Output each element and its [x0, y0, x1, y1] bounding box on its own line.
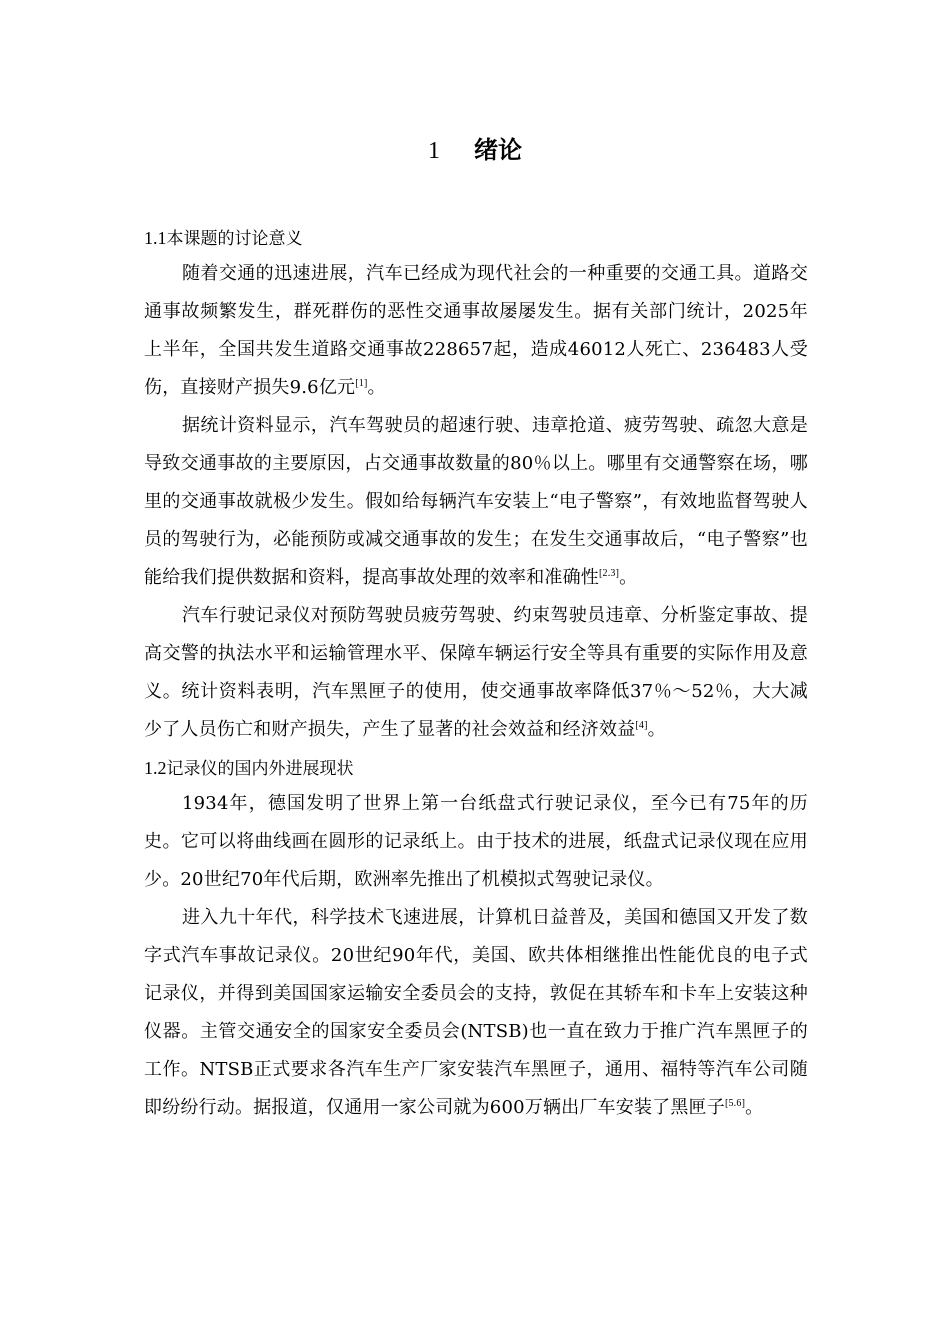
paragraph-text: 随着交通的迅速进展，汽车已经成为现代社会的一种重要的交通工具。道路交通事故频繁发生，群死群伤的恶性交通事故屡屡发生。据有关部门统计，2025年上半年，全国共发生道路交通事故228657起，造成46012人死亡、236483人受伤，直接财产损失9.6亿元: [144, 263, 808, 398]
citation-ref: [5.6]: [724, 1098, 746, 1109]
section-number: 1.2: [144, 758, 167, 778]
paragraph-text: 1934年，德国发明了世界上第一台纸盘式行驶记录仪，至今已有75年的历史。它可以将曲线画在圆形的记录纸上。由于技术的进展，纸盘式记录仪现在应用少。20世纪70年代后期，欧洲率先推出了机模拟式驾驶记录仪。: [144, 793, 808, 890]
chapter-number: 1: [428, 138, 440, 164]
paragraph-end: 。: [619, 567, 638, 588]
paragraph-end: 。: [647, 719, 666, 740]
citation-ref: [2.3]: [599, 568, 620, 579]
section-number: 1.1: [144, 228, 167, 248]
chapter-title: [0, 133, 950, 168]
main-content: [144, 223, 808, 1127]
section-title: 本课题的讨论意义: [166, 229, 303, 249]
section-heading-1-1: [144, 223, 808, 254]
paragraph: [144, 255, 808, 407]
citation-ref: [1]: [355, 378, 368, 389]
paragraph: [144, 597, 808, 749]
paragraph-text: 进入九十年代，科学技术飞速进展，计算机日益普及，美国和德国又开发了数字式汽车事故记录仪。20世纪90年代，美国、欧共体相继推出性能优良的电子式记录仪，并得到美国国家运输安全委员会的支持，敦促在其轿车和卡车上安装这种仪器。主管交通安全的国家安全委员会(NTSB)也一直在致力于推广汽车黑匣子的工作。NTSB正式要求各汽车生产厂家安装汽车黑匣子，通用、福特等汽车公司随即纷纷行动。据报道，仅通用一家公司就为600万辆出厂车安装了黑匣子: [144, 907, 808, 1118]
paragraph: [144, 407, 808, 597]
paragraph: [144, 899, 808, 1127]
paragraph-text: 汽车行驶记录仪对预防驾驶员疲劳驾驶、约束驾驶员违章、分析鉴定事故、提高交警的执法水平和运输管理水平、保障车辆运行安全等具有重要的实际作用及意义。统计资料表明，汽车黑匣子的使用，使交通事故率降低37％～52％，大大减少了人员伤亡和财产损失，产生了显著的社会效益和经济效益: [144, 605, 808, 740]
paragraph: [144, 785, 808, 899]
paragraph-end: 。: [745, 1097, 764, 1118]
section-title: 记录仪的国内外进展现状: [166, 759, 354, 779]
section-heading-1-2: [144, 753, 808, 784]
chapter-label: 绪论: [474, 136, 522, 164]
paragraph-text: 据统计资料显示，汽车驾驶员的超速行驶、违章抢道、疲劳驾驶、疏忽大意是导致交通事故的主要原因，占交通事故数量的80％以上。哪里有交通警察在场，哪里的交通事故就极少发生。假如给每辆汽车安装上“电子警察”，有效地监督驾驶人员的驾驶行为，必能预防或减交通事故的发生；在发生交通事故后，“电子警察”也能给我们提供数据和资料，提高事故处理的效率和准确性: [144, 415, 808, 588]
paragraph-end: 。: [367, 377, 386, 398]
citation-ref: [4]: [635, 720, 648, 731]
